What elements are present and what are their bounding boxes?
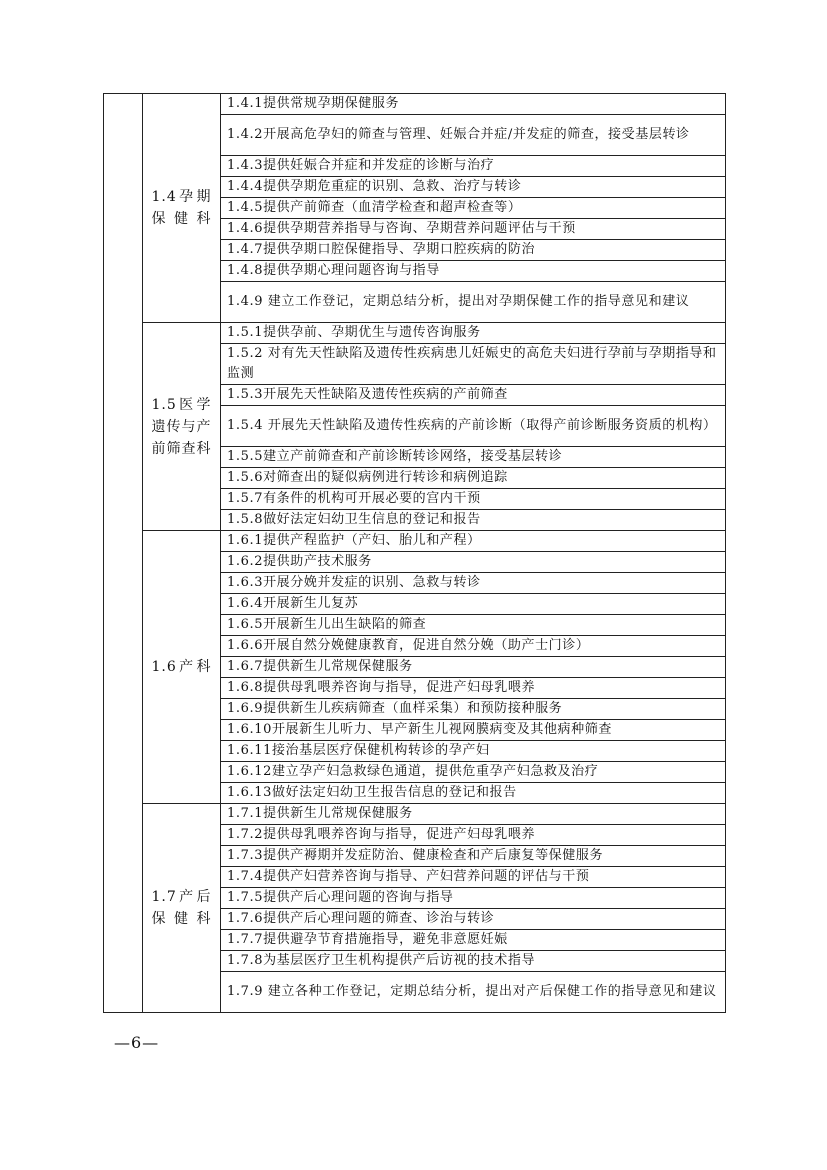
service-item: 1.5.6对筛查出的疑似病例进行转诊和病例追踪 xyxy=(221,468,726,489)
service-item: 1.7.2提供母乳喂养咨询与指导，促进产妇母乳喂养 xyxy=(221,825,726,846)
service-item: 1.7.8为基层医疗卫生机构提供产后访视的技术指导 xyxy=(221,951,726,972)
service-item: 1.4.7提供孕期口腔保健指导、孕期口腔疾病的防治 xyxy=(221,240,726,261)
department-label: 1.7产后保健科 xyxy=(151,889,212,927)
service-item: 1.6.6开展自然分娩健康教育，促进自然分娩（助产士门诊） xyxy=(221,636,726,657)
service-item: 1.7.1提供新生儿常规保健服务 xyxy=(221,804,726,825)
services-table xyxy=(103,93,726,1013)
service-item: 1.4.2开展高危孕妇的筛查与管理、妊娠合并症/并发症的筛查，接受基层转诊 xyxy=(221,115,726,156)
service-item: 1.6.13做好法定妇幼卫生报告信息的登记和报告 xyxy=(221,783,726,804)
services-table-body xyxy=(104,94,726,1013)
service-item: 1.7.6提供产后心理问题的筛查、诊治与转诊 xyxy=(221,909,726,930)
service-item: 1.4.6提供孕期营养指导与咨询、孕期营养问题评估与干预 xyxy=(221,219,726,240)
service-item: 1.6.9提供新生儿疾病筛查（血样采集）和预防接种服务 xyxy=(221,699,726,720)
department-cell xyxy=(143,804,221,1013)
service-item: 1.7.3提供产褥期并发症防治、健康检查和产后康复等保健服务 xyxy=(221,846,726,867)
service-item: 1.4.1提供常规孕期保健服务 xyxy=(221,94,726,115)
table-row xyxy=(104,531,726,552)
department-cell xyxy=(143,94,221,323)
table-row xyxy=(104,94,726,115)
service-item: 1.6.2提供助产技术服务 xyxy=(221,552,726,573)
service-item: 1.5.1提供孕前、孕期优生与遗传咨询服务 xyxy=(221,323,726,344)
department-label: 1.4孕期保健科 xyxy=(151,189,212,227)
table-row xyxy=(104,804,726,825)
service-item: 1.7.9 建立各种工作登记，定期总结分析，提出对产后保健工作的指导意见和建议 xyxy=(221,972,726,1013)
service-item: 1.6.10开展新生儿听力、早产新生儿视网膜病变及其他病种筛查 xyxy=(221,720,726,741)
service-item: 1.6.8提供母乳喂养咨询与指导，促进产妇母乳喂养 xyxy=(221,678,726,699)
service-item: 1.7.4提供产妇营养咨询与指导、产妇营养问题的评估与干预 xyxy=(221,867,726,888)
service-item: 1.5.3开展先天性缺陷及遗传性疾病的产前筛查 xyxy=(221,385,726,406)
service-item: 1.6.3开展分娩并发症的识别、急救与转诊 xyxy=(221,573,726,594)
service-item: 1.4.4提供孕期危重症的识别、急救、治疗与转诊 xyxy=(221,177,726,198)
service-item: 1.4.8提供孕期心理问题咨询与指导 xyxy=(221,261,726,282)
service-item: 1.6.7提供新生儿常规保健服务 xyxy=(221,657,726,678)
service-item: 1.6.12建立孕产妇急救绿色通道，提供危重孕产妇急救及治疗 xyxy=(221,762,726,783)
department-cell xyxy=(143,531,221,804)
service-item: 1.4.3提供妊娠合并症和并发症的诊断与治疗 xyxy=(221,156,726,177)
service-item: 1.5.2 对有先天性缺陷及遗传性疾病患儿妊娠史的高危夫妇进行孕前与孕期指导和监测 xyxy=(221,344,726,385)
service-item: 1.4.5提供产前筛查（血清学检查和超声检查等） xyxy=(221,198,726,219)
service-item: 1.7.5提供产后心理问题的咨询与指导 xyxy=(221,888,726,909)
department-label: 1.5医学遗传与产前筛查科 xyxy=(151,396,212,457)
service-item: 1.5.5建立产前筛查和产前诊断转诊网络，接受基层转诊 xyxy=(221,447,726,468)
service-item: 1.6.4开展新生儿复苏 xyxy=(221,594,726,615)
table-row xyxy=(104,323,726,344)
service-item: 1.6.11接治基层医疗保健机构转诊的孕产妇 xyxy=(221,741,726,762)
service-item: 1.6.1提供产程监护（产妇、胎儿和产程） xyxy=(221,531,726,552)
service-item: 1.4.9 建立工作登记，定期总结分析，提出对孕期保健工作的指导意见和建议 xyxy=(221,282,726,323)
department-label: 1.6产科 xyxy=(151,659,212,675)
page-number: —6— xyxy=(114,1033,160,1052)
service-item: 1.7.7提供避孕节育措施指导，避免非意愿妊娠 xyxy=(221,930,726,951)
service-item: 1.5.4 开展先天性缺陷及遗传性疾病的产前诊断（取得产前诊断服务资质的机构） xyxy=(221,406,726,447)
outer-category-cell xyxy=(104,94,143,1013)
department-cell xyxy=(143,323,221,531)
service-item: 1.5.8做好法定妇幼卫生信息的登记和报告 xyxy=(221,510,726,531)
service-item: 1.5.7有条件的机构可开展必要的宫内干预 xyxy=(221,489,726,510)
service-item: 1.6.5开展新生儿出生缺陷的筛查 xyxy=(221,615,726,636)
